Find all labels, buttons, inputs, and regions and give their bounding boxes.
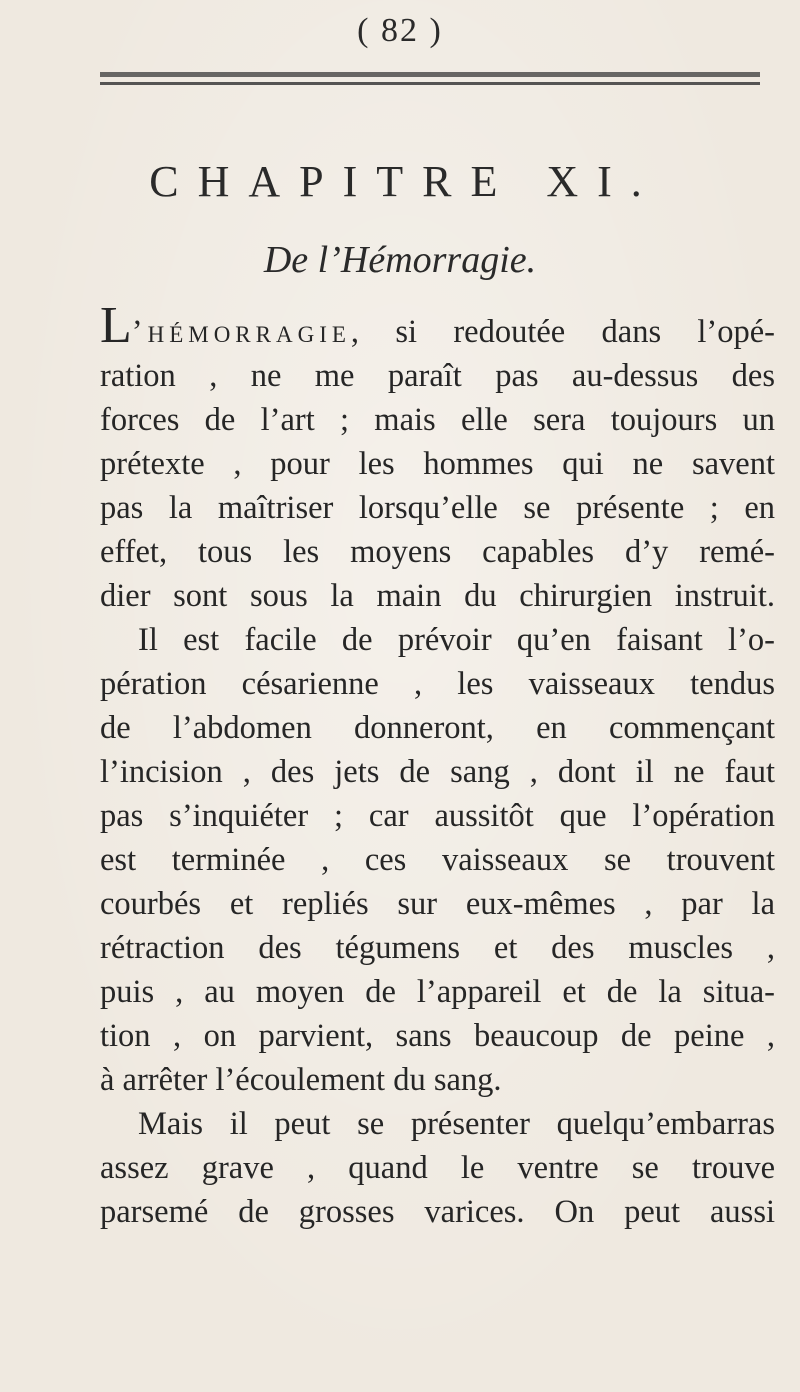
paragraph-start-line: Mais il peut se présenter quelqu’embarras — [138, 1106, 775, 1142]
drop-cap: L — [100, 297, 132, 354]
paragraph-end-line: à arrêter l’écoulement du sang. — [100, 1062, 502, 1098]
text-line: parsemé de grosses varices. On peut aussi — [100, 1194, 775, 1230]
page-number: ( 82 ) — [357, 12, 443, 49]
text-line: de l’abdomen donneront, en commençant — [100, 710, 775, 746]
opening-line — [100, 297, 775, 354]
text-line: puis , au moyen de l’appareil et de la situa- — [100, 974, 775, 1010]
text-line: pas s’inquiéter ; car aussitôt que l’opération — [100, 798, 775, 834]
text-line: forces de l’art ; mais elle sera toujours un — [100, 402, 775, 438]
text-line: effet, tous les moyens capables d’y remé- — [100, 534, 775, 570]
text-line: est terminée , ces vaisseaux se trouvent — [100, 842, 775, 878]
text-line: ration , ne me paraît pas au-dessus des — [100, 358, 775, 394]
header-rule-thick — [100, 72, 760, 77]
text-line: pas la maîtriser lorsqu’elle se présente ; en — [100, 490, 775, 526]
opening-rest: , si redoutée dans l’opé- — [350, 314, 775, 350]
chapter-heading: CHAPITRE XI. — [149, 157, 661, 206]
body-text — [100, 297, 775, 1234]
paragraph-start-line: Il est facile de prévoir qu’en faisant l’o- — [138, 622, 775, 658]
text-line: dier sont sous la main du chirurgien instruit. — [100, 578, 775, 614]
text-line: rétraction des tégumens et des muscles , — [100, 930, 775, 966]
text-line: courbés et repliés sur eux-mêmes , par la — [100, 886, 775, 922]
text-line: assez grave , quand le ventre se trouve — [100, 1150, 775, 1186]
header-rule-thin — [100, 82, 760, 85]
text-line: tion , on parvient, sans beaucoup de peine , — [100, 1018, 775, 1054]
text-line: pération césarienne , les vaisseaux tendus — [100, 666, 775, 702]
text-line: l’incision , des jets de sang , dont il ne faut — [100, 754, 775, 790]
text-line: prétexte , pour les hommes qui ne savent — [100, 446, 775, 482]
opening-smallcaps: ’hémorragie — [131, 314, 351, 350]
section-title: De l’Hémorragie. — [263, 239, 537, 281]
